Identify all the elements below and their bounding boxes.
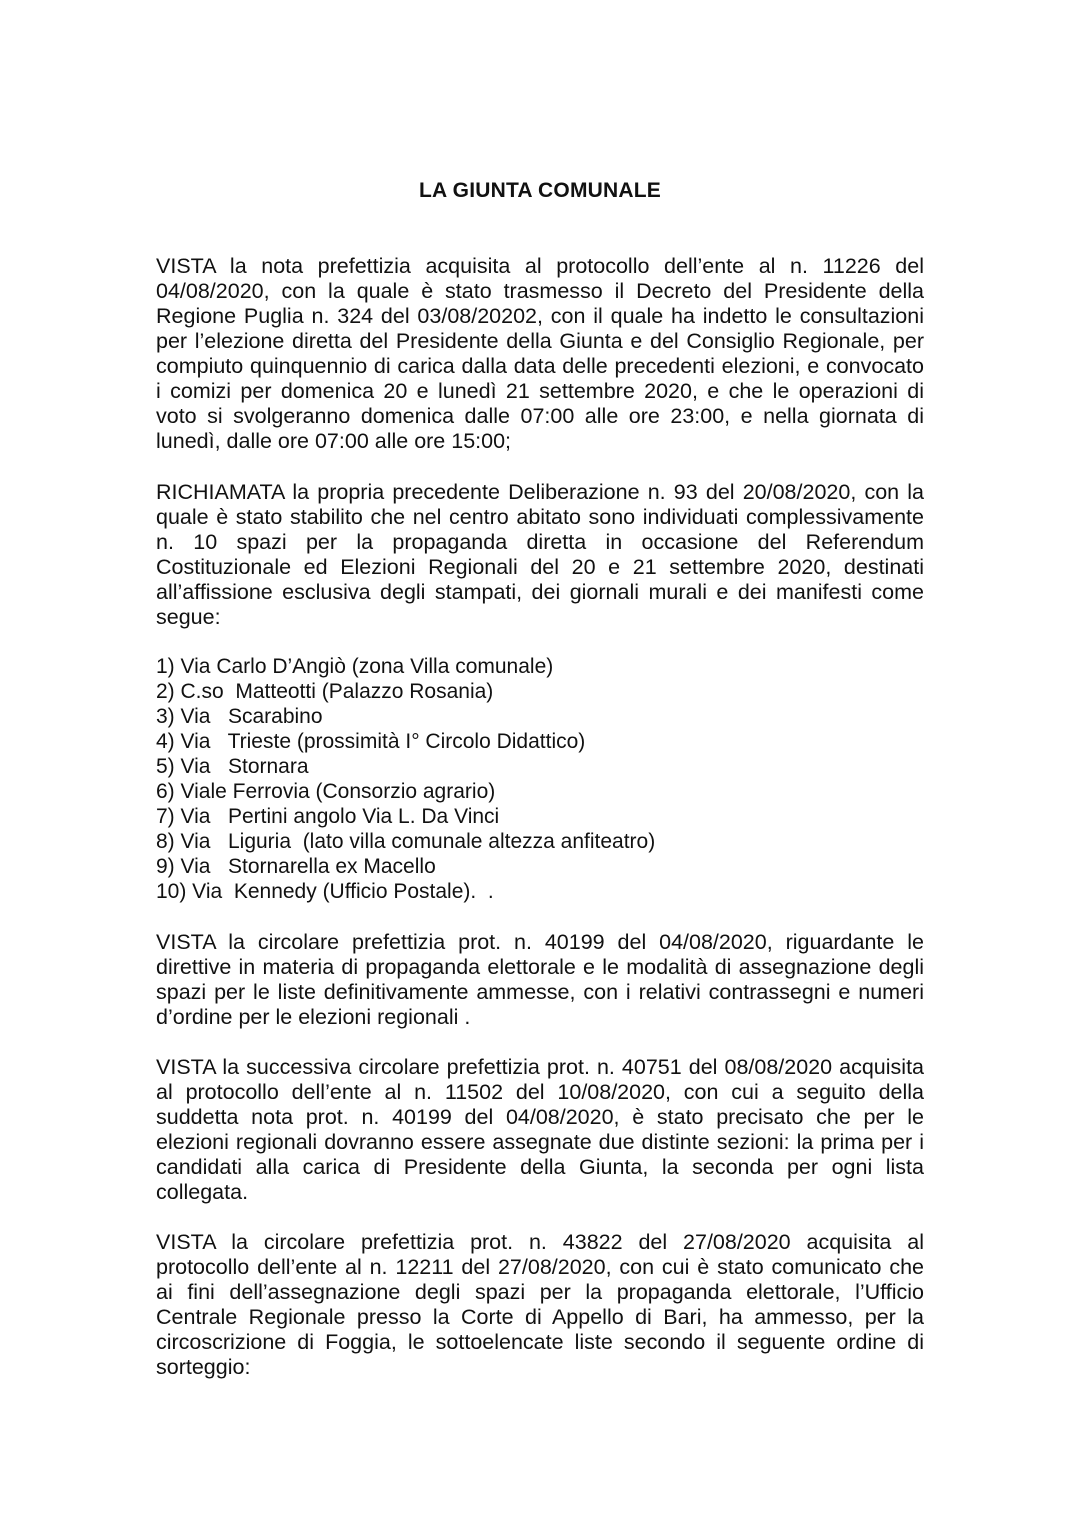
list-item: 5) Via Stornara (156, 755, 309, 778)
list-item: 6) Viale Ferrovia (Consorzio agrario) (156, 780, 496, 803)
paragraph-line: lunedì, dalle ore 07:00 alle ore 15:00; (156, 429, 512, 453)
paragraph-line: voto si svolgeranno domenica dalle 07:00 alle ore 23:00, e nella giornata di (156, 404, 924, 428)
locations-list (156, 654, 924, 904)
paragraph-line: 04/08/2020, con la quale è stato trasmesso il Decreto del Presidente della (156, 279, 924, 303)
paragraph-line: ai fini dell’assegnazione degli spazi per la propaganda elettorale, l’Ufficio (156, 1280, 924, 1304)
paragraph-line: VISTA la circolare prefettizia prot. n. 40199 del 04/08/2020, riguardante le (156, 930, 924, 954)
paragraph-line: all’affissione esclusiva degli stampati, dei giornali murali e dei manifesti come (156, 580, 924, 604)
paragraph-line: VISTA la nota prefettizia acquisita al protocollo dell’ente al n. 11226 del (156, 254, 924, 278)
paragraph-line: quale è stato stabilito che nel centro abitato sono individuati complessivamente (156, 505, 924, 529)
paragraph-vista-circolare-40199 (156, 930, 924, 1030)
paragraph-line: suddetta nota prot. n. 40199 del 04/08/2020, è stato precisato che per le (156, 1105, 924, 1129)
paragraph-line: n. 10 spazi per la propaganda diretta in occasione del Referendum (156, 530, 924, 554)
paragraph-line: VISTA la circolare prefettizia prot. n. 43822 del 27/08/2020 acquisita al (156, 1230, 924, 1254)
list-item: 4) Via Trieste (prossimità I° Circolo Didattico) (156, 730, 586, 753)
paragraph-line: spazi per le liste definitivamente ammesse, con i relativi contrassegni e numeri (156, 980, 924, 1004)
paragraph-line: d’ordine per le elezioni regionali . (156, 1005, 471, 1029)
paragraph-vista-circolare-43822 (156, 1230, 924, 1380)
paragraph-line: circoscrizione di Foggia, le sottoelencate liste secondo il seguente ordine di (156, 1330, 924, 1354)
list-item: 3) Via Scarabino (156, 705, 323, 728)
paragraph-line: per l’elezione diretta del Presidente della Giunta e del Consiglio Regionale, per (156, 329, 924, 353)
paragraph-line: i comizi per domenica 20 e lunedì 21 settembre 2020, e che le operazioni di (156, 379, 924, 403)
paragraph-line: segue: (156, 605, 221, 629)
list-item: 1) Via Carlo D’Angiò (zona Villa comunale) (156, 655, 554, 678)
paragraph-line: collegata. (156, 1180, 249, 1204)
paragraph-line: Regione Puglia n. 324 del 03/08/20202, con il quale ha indetto le consultazioni (156, 304, 924, 328)
paragraph-line: elezioni regionali dovranno essere assegnate due distinte sezioni: la prima per i (156, 1130, 924, 1154)
list-item: 10) Via Kennedy (Ufficio Postale). . (156, 880, 494, 903)
paragraph-vista-circolare-40751 (156, 1055, 924, 1205)
list-item: 8) Via Liguria (lato villa comunale altezza anfiteatro) (156, 830, 656, 853)
list-item: 9) Via Stornarella ex Macello (156, 855, 436, 878)
list-item: 2) C.so Matteotti (Palazzo Rosania) (156, 680, 494, 703)
paragraph-line: direttive in materia di propaganda elettorale e le modalità di assegnazione degli (156, 955, 924, 979)
paragraph-line: VISTA la successiva circolare prefettizia prot. n. 40751 del 08/08/2020 acquisita (156, 1055, 924, 1079)
paragraph-line: RICHIAMATA la propria precedente Deliberazione n. 93 del 20/08/2020, con la (156, 480, 924, 504)
paragraph-line: protocollo dell’ente al n. 12211 del 27/08/2020, con cui è stato comunicato che (156, 1255, 924, 1279)
document-title: LA GIUNTA COMUNALE (419, 179, 661, 202)
list-item: 7) Via Pertini angolo Via L. Da Vinci (156, 805, 500, 828)
paragraph-line: Costituzionale ed Elezioni Regionali del 20 e 21 settembre 2020, destinati (156, 555, 924, 579)
paragraph-richiamata-deliberazione (156, 480, 924, 630)
paragraph-line: candidati alla carica di Presidente della Giunta, la seconda per ogni lista (156, 1155, 924, 1179)
paragraph-line: compiuto quinquennio di carica dalla data delle precedenti elezioni, e convocato (156, 354, 924, 378)
paragraph-vista-nota-prefettizia (156, 254, 924, 454)
paragraph-line: sorteggio: (156, 1355, 251, 1379)
paragraph-line: Centrale Regionale presso la Corte di Appello di Bari, ha ammesso, per la (156, 1305, 924, 1329)
paragraph-line: al protocollo dell’ente al n. 11502 del 10/08/2020, con cui a seguito della (156, 1080, 924, 1104)
